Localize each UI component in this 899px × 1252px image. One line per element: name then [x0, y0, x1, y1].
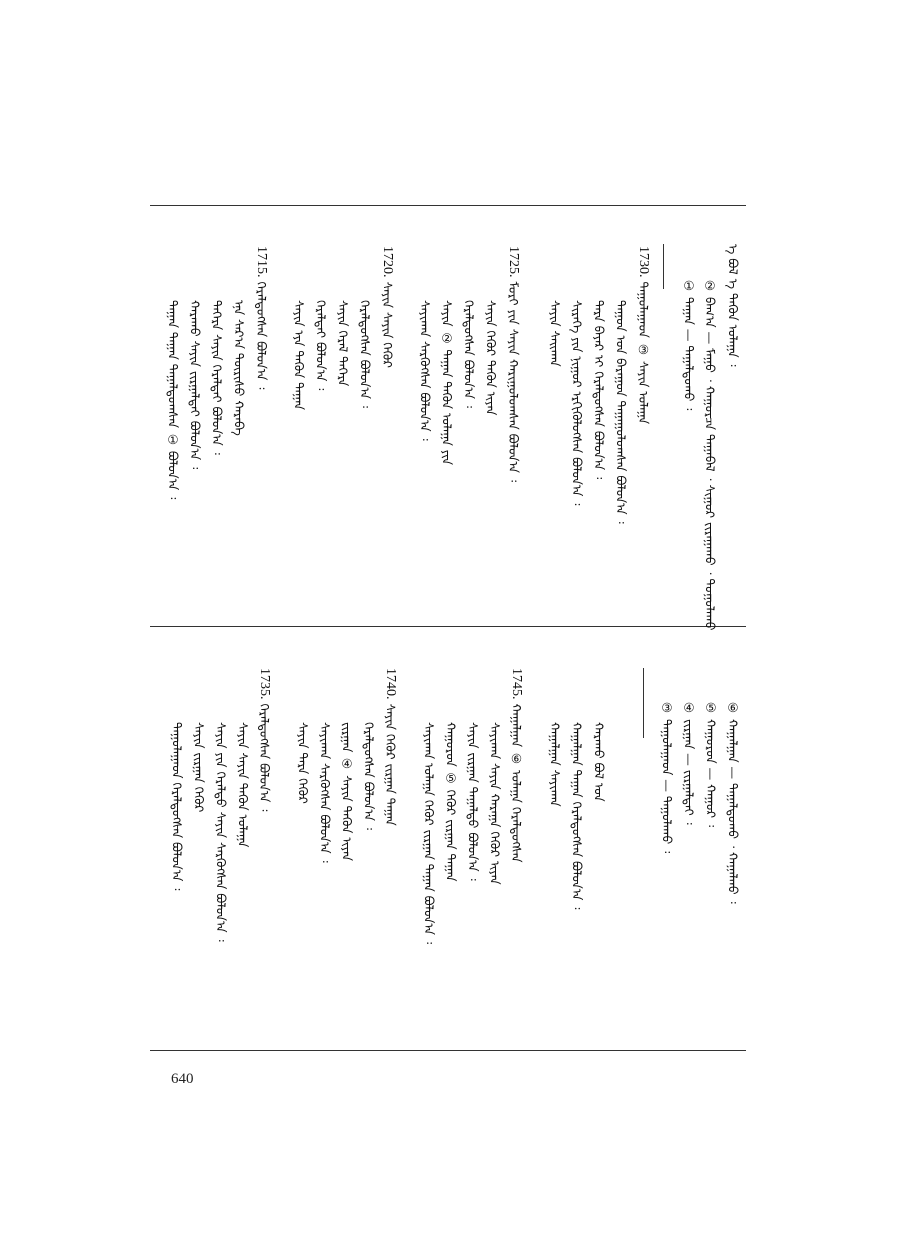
verse-line: ᠭᠡᠷᠡᠯᠲᠦᠭᠰᠡᠨ ᠪᠣᠯᠤᠨ᠎ᠠ ᠄ — [357, 300, 373, 408]
verse-text: ᠭᠡᠷᠡᠯᠲᠦᠭᠰᠡᠨ ᠪᠣᠯᠤᠨ᠎ᠠ ᠄ — [254, 281, 269, 390]
verse-line: ᠰᠢᠷᠡᠭᠡ ᠶᠢᠨ ᠨᠢᠭᠤᠷ ᠡᠷᠭᠢᠭᠦᠯᠦᠭᠰᠡᠨ ᠪᠣᠯᠤᠨ᠎ᠠ ᠄ — [569, 300, 585, 506]
verse-line: ᠳᠠᠭᠠᠨ ᠳᠠᠭᠠᠨ ᠳᠠᠭᠠᠯᠳᠤᠭᠰᠠᠨ ① ᠪᠣᠯᠤᠨ᠎ᠠ ᠄ — [165, 300, 181, 500]
note-line: ③ ᠳᠠᠭᠤᠯᠠᠭᠠᠳ — ᠳᠠᠭᠤᠯᠠᠬᠤ ᠄ — [659, 700, 675, 854]
verse-line: ᠡᠨᠡ ᠰᠠᠷ᠎ᠠ ᠳᠦᠷᠢᠰᠦ ᠬᠠᠷᠠᠪᠠ — [231, 300, 247, 436]
verse-line: ᠰᠠᠶᠢᠨ ᠰᠠᠢᠬᠠᠨ — [547, 300, 563, 367]
verse-text: ᠰᠠᠶᠢᠨ ᠬᠡᠭᠦᠷ ᠵᠢᠷᠭᠠᠨ ᠳᠠᠭᠠᠨ — [383, 703, 398, 826]
verse-text: ᠳᠠᠭᠤᠯᠠᠭᠠᠳ ③ ᠰᠠᠶᠢᠨ ᠤᠯᠠᠭᠠ — [636, 281, 651, 425]
note-line: ᠡ ᠪᠣᠯ ᠡ ᠲᠡᠭᠦᠨ ᠤᠯᠠᠭᠠ ᠄ — [725, 244, 741, 367]
line-number: 1720. — [380, 246, 395, 278]
verse-line — [383, 668, 397, 826]
verse-line: ᠰᠠᠶᠢᠬᠠᠨ ᠤᠯᠠᠭᠠ ᠬᠡᠭᠦᠷ ᠵᠢᠷᠭᠠᠨ ᠳᠠᠭᠠᠨ ᠪᠣᠯᠤᠨ᠎ᠠ ᠄ — [421, 722, 437, 944]
notes-separator-2 — [643, 668, 644, 738]
verse-line: ᠰᠠᠶᠢᠨ ② ᠳᠠᠭᠠᠨ ᠲᠡᠭᠦᠨ ᠤᠯᠠᠭᠠ ᠶᠢᠨ — [439, 300, 455, 465]
verse-line — [506, 246, 520, 482]
verse-line: ᠰᠠᠶᠢᠨ ᠡᠶᠡ ᠲᠡᠭᠦᠨ ᠳᠠᠭᠠᠨ — [291, 300, 307, 410]
verse-line: ᠬᠠᠭᠠᠯᠭᠠᠨ ᠳᠠᠭᠠᠨ ᠭᠡᠷᠡᠯᠲᠦᠭᠰᠡᠨ ᠪᠣᠯᠤᠨ᠎ᠠ ᠄ — [569, 722, 585, 910]
note-line: ② ᠪᠠᠭ᠎ᠠ — ᠮᠠᠭᠤ ᠂ ᠬᠠᠭᠤᠷᠴᠠ ᠳᠠᠭᠠᠪᠠᠯ ᠂ ᠰᠢᠭᠤᠷ ᠵᠢᠷᠠᠭᠠᠬᠤ ᠂ ᠲᠣᠭᠤᠯᠠᠬᠤ — [702, 278, 718, 631]
verse-line: ᠰᠠᠶᠢᠬᠠᠨ ᠰᠡᠷᠭᠦᠭᠰᠡᠨ ᠪᠣᠯᠤᠨ᠎ᠠ ᠄ — [417, 300, 433, 441]
line-number: 1740. — [383, 668, 398, 700]
verse-text: ᠮᠣᠷᠢ ᠶᠢᠨ ᠰᠠᠶᠢᠨ ᠬᠠᠷᠢᠭᠤᠯᠤᠭᠰᠠᠨ ᠪᠣᠯᠤᠨ᠎ᠠ ᠄ — [506, 281, 521, 483]
verse-line: ᠳᠠᠭᠤᠨ ᠤᠨ ᠪᠠᠷᠠᠭᠤᠨ ᠳᠠᠭᠠᠭᠤᠯᠤᠭᠰᠠᠨ ᠪᠣᠯᠤᠨ᠎ᠠ ᠄ — [613, 300, 629, 524]
verse-line: ᠬᠠᠷᠠᠬᠤ ᠪᠣᠯ ᠤᠨ — [591, 722, 607, 802]
verse-line: ᠵᠢᠷᠭᠠᠨ ④ ᠰᠠᠶᠢᠨ ᠲᠡᠭᠦᠨ ᠢᠶᠡᠨ — [339, 722, 355, 861]
page-number: 640 — [171, 1071, 194, 1087]
top-rule — [150, 205, 746, 206]
line-number: 1730. — [636, 246, 651, 278]
line-number: 1725. — [506, 246, 521, 278]
verse-line: ᠰᠠᠶᠢᠨ ᠬᠡᠭᠦᠷ ᠲᠡᠭᠦᠨ ᠢᠶᠡᠨ — [483, 300, 499, 416]
verse-text: ᠬᠠᠭᠠᠯᠭᠠᠨ ⑥ ᠤᠯᠠᠭᠠ ᠭᠡᠷᠡᠯᠲᠦᠭᠰᠡᠨ — [509, 703, 524, 863]
notes-separator-1 — [663, 244, 664, 289]
verse-line: ᠰᠠᠶᠢᠨ ᠰᠠᠶᠢᠨ ᠲᠡᠭᠦᠨ ᠤᠯᠠᠭᠠ — [235, 722, 251, 848]
verse-line: ᠬᠠᠭᠤᠷᠤᠨ ⑤ ᠬᠡᠭᠦᠷ ᠵᠢᠷᠭᠠᠨ ᠳᠠᠭᠠᠨ — [443, 722, 459, 882]
verse-line: ᠭᠡᠷᠡᠯᠲᠡᠢ ᠪᠣᠯᠤᠨ᠎ᠠ ᠄ — [313, 300, 329, 391]
verse-line: ᠰᠠᠶᠢᠨ ᠵᠢᠷᠭᠠᠨ ᠳᠠᠭᠠᠯᠳᠤ ᠪᠣᠯᠤᠨ᠎ᠠ ᠄ — [465, 722, 481, 881]
verse-line — [254, 246, 268, 389]
line-number: 1745. — [509, 668, 524, 700]
verse-line: ᠳᠠᠭᠤᠯᠠᠭᠠᠳ ᠭᠡᠷᠡᠯᠲᠦᠭᠰᠡᠨ ᠪᠣᠯᠤᠨ᠎ᠠ ᠄ — [169, 722, 185, 891]
note-line: ① ᠳᠠᠭᠠᠨ — ᠳᠠᠭᠠᠯᠳᠤᠬᠤ ᠄ — [681, 278, 697, 411]
bottom-rule — [150, 1050, 746, 1051]
note-line: ⑥ ᠬᠠᠭᠠᠯᠭᠠᠨ — ᠳᠠᠭᠠᠯᠳᠤᠬᠤ ᠂ ᠬᠠᠭᠠᠯᠬᠤ ᠄ — [725, 700, 741, 904]
verse-line: ᠬᠠᠷᠠᠬᠤ ᠰᠠᠶᠢᠨ ᠵᠢᠷᠭᠠᠯᠲᠠᠢ ᠪᠣᠯᠤᠨ᠎ᠠ ᠄ — [187, 300, 203, 470]
verse-line: ᠭᠡᠷᠡᠯᠲᠦᠭᠰᠡᠨ ᠪᠣᠯᠤᠨ᠎ᠠ ᠄ — [361, 722, 377, 830]
line-number: 1735. — [257, 668, 272, 700]
verse-line: ᠰᠠᠶᠢᠬᠠᠨ ᠰᠠᠶᠢᠨ ᠬᠠᠷᠠᠭᠠ ᠬᠡᠭᠦᠷ ᠢᠶᠡᠨ — [487, 722, 503, 885]
verse-line — [636, 246, 650, 424]
verse-line: ᠰᠠᠶᠢᠨ ᠭᠡᠷᠡᠯ ᠳᠡᠭᠡᠷᠡ — [335, 300, 351, 387]
verse-line: ᠰᠠᠶᠢᠬᠠᠨ ᠰᠡᠷᠭᠦᠭᠰᠡᠨ ᠪᠣᠯᠤᠨ᠎ᠠ ᠄ — [317, 722, 333, 863]
middle-rule — [150, 626, 746, 627]
verse-line: ᠰᠠᠶᠢᠨ ᠶᠢᠨ ᠭᠡᠷᠡᠯᠲᠦ ᠰᠠᠶᠢᠨ ᠰᠡᠷᠭᠦᠭᠰᠡᠨ ᠪᠣᠯᠤᠨ᠎ᠠ ᠄ — [213, 722, 229, 942]
note-line: ⑤ ᠬᠠᠭᠤᠷᠤᠨ — ᠬᠠᠭᠤᠷ ᠄ — [703, 700, 719, 828]
verse-line — [380, 246, 394, 368]
verse-text: ᠰᠠᠶᠢᠨ ᠰᠠᠶᠢᠨ ᠬᠡᠭᠦᠷ — [380, 281, 395, 368]
verse-line: ᠳᠡᠷᠡ ᠪᠠᠶᠠᠷ ᠢ ᠭᠡᠷᠡᠯᠲᠦᠭᠰᠡᠨ ᠪᠣᠯᠤᠨ᠎ᠠ ᠄ — [591, 300, 607, 480]
verse-line — [509, 668, 523, 862]
line-number: 1715. — [254, 246, 269, 278]
verse-line: ᠰᠠᠶᠢᠨ ᠵᠢᠷᠭᠠᠨ ᠬᠡᠭᠦᠷ — [191, 722, 207, 813]
verse-line: ᠭᠡᠷᠡᠯᠲᠦᠭᠰᠡᠨ ᠪᠣᠯᠤᠨ᠎ᠠ ᠄ — [461, 300, 477, 408]
verse-line — [257, 668, 271, 811]
verse-text: ᠭᠡᠷᠡᠯᠲᠦᠭᠰᠡᠨ ᠪᠣᠯᠤᠨ᠎ᠠ ᠄ — [257, 703, 272, 812]
verse-line: ᠬᠠᠭᠠᠯᠭᠠᠨ ᠰᠠᠶᠢᠬᠠᠨ — [547, 722, 563, 807]
note-line: ④ ᠵᠢᠷᠭᠠᠨ — ᠵᠢᠷᠭᠠᠯᠲᠠᠢ ᠄ — [681, 700, 697, 825]
verse-line: ᠳᠡᠭᠡᠷᠡ ᠰᠠᠶᠢᠨ ᠭᠡᠷᠡᠯᠲᠡᠢ ᠪᠣᠯᠤᠨ᠎ᠠ ᠄ — [209, 300, 225, 455]
verse-line: ᠰᠠᠶᠢᠨ ᠳᠡᠷᠡ ᠬᠡᠭᠦᠷ — [295, 722, 311, 804]
